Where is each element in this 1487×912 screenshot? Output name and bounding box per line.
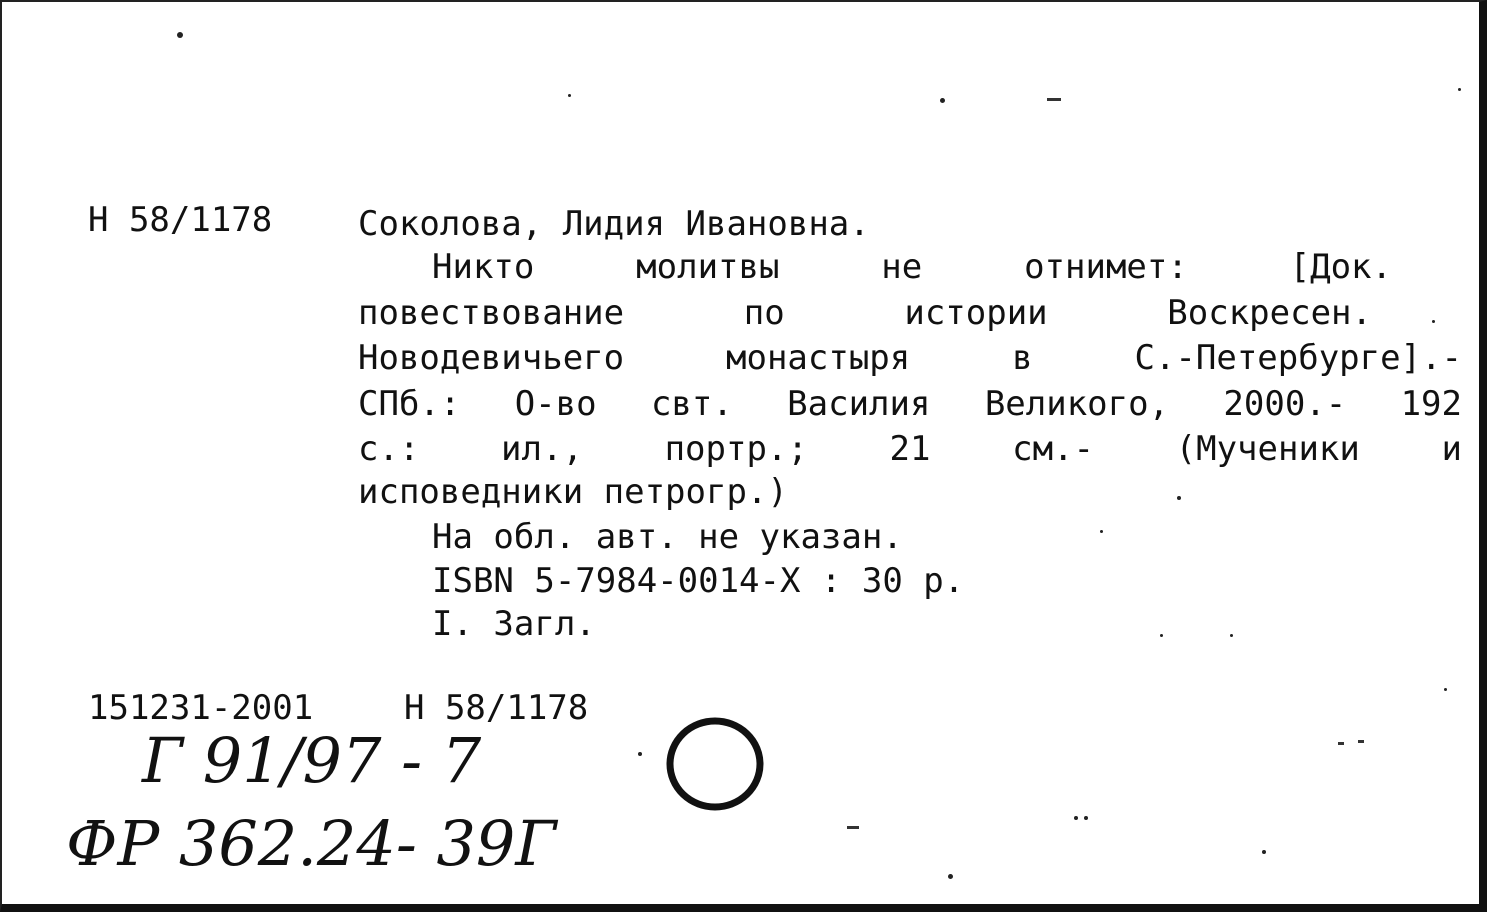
speck bbox=[1160, 634, 1163, 637]
call-number: Н 58/1178 bbox=[88, 200, 273, 240]
description-line: Никто молитвы не отнимет: [Док. bbox=[432, 247, 1392, 287]
footer-number: 151231-2001 bbox=[88, 688, 314, 728]
description-line: Новодевичьего монастыря в С.-Петербурге].- bbox=[358, 338, 1462, 378]
handwritten-shelf-mark: Г 91/97 - 7 bbox=[142, 724, 482, 797]
handwritten-classification: ФР 362.24- 39Г bbox=[66, 807, 557, 880]
footer-call-number: Н 58/1178 bbox=[404, 688, 589, 728]
speck bbox=[1230, 634, 1233, 637]
description-line: с.: ил., портр.; 21 см.- (Мученики и bbox=[358, 429, 1462, 469]
description-line: СПб.: О-во свт. Василия Великого, 2000.- 192 bbox=[358, 384, 1462, 424]
speck bbox=[1358, 740, 1364, 743]
speck bbox=[940, 98, 945, 103]
speck bbox=[1100, 530, 1103, 533]
description-line: повествование по истории Воскресен. bbox=[358, 293, 1372, 333]
isbn-line: ISBN 5-7984-0014-X : 30 р. bbox=[432, 561, 965, 601]
speck bbox=[948, 874, 953, 879]
description-line: исповедники петрогр.) bbox=[358, 472, 788, 512]
speck bbox=[1074, 816, 1078, 820]
speck bbox=[1444, 688, 1447, 691]
speck bbox=[1458, 88, 1461, 91]
speck bbox=[1262, 850, 1266, 854]
speck bbox=[847, 826, 859, 829]
author-heading: Соколова, Лидия Ивановна. bbox=[358, 204, 870, 244]
speck bbox=[177, 32, 183, 38]
speck bbox=[638, 752, 642, 756]
title-entry: I. Загл. bbox=[432, 604, 596, 644]
speck bbox=[1338, 742, 1344, 745]
speck bbox=[1084, 816, 1088, 820]
speck bbox=[1047, 98, 1061, 101]
speck bbox=[1432, 320, 1435, 323]
cover-note: На обл. авт. не указан. bbox=[432, 517, 903, 557]
speck bbox=[568, 94, 571, 97]
speck bbox=[1177, 496, 1181, 500]
circle-stamp-icon bbox=[662, 714, 768, 814]
